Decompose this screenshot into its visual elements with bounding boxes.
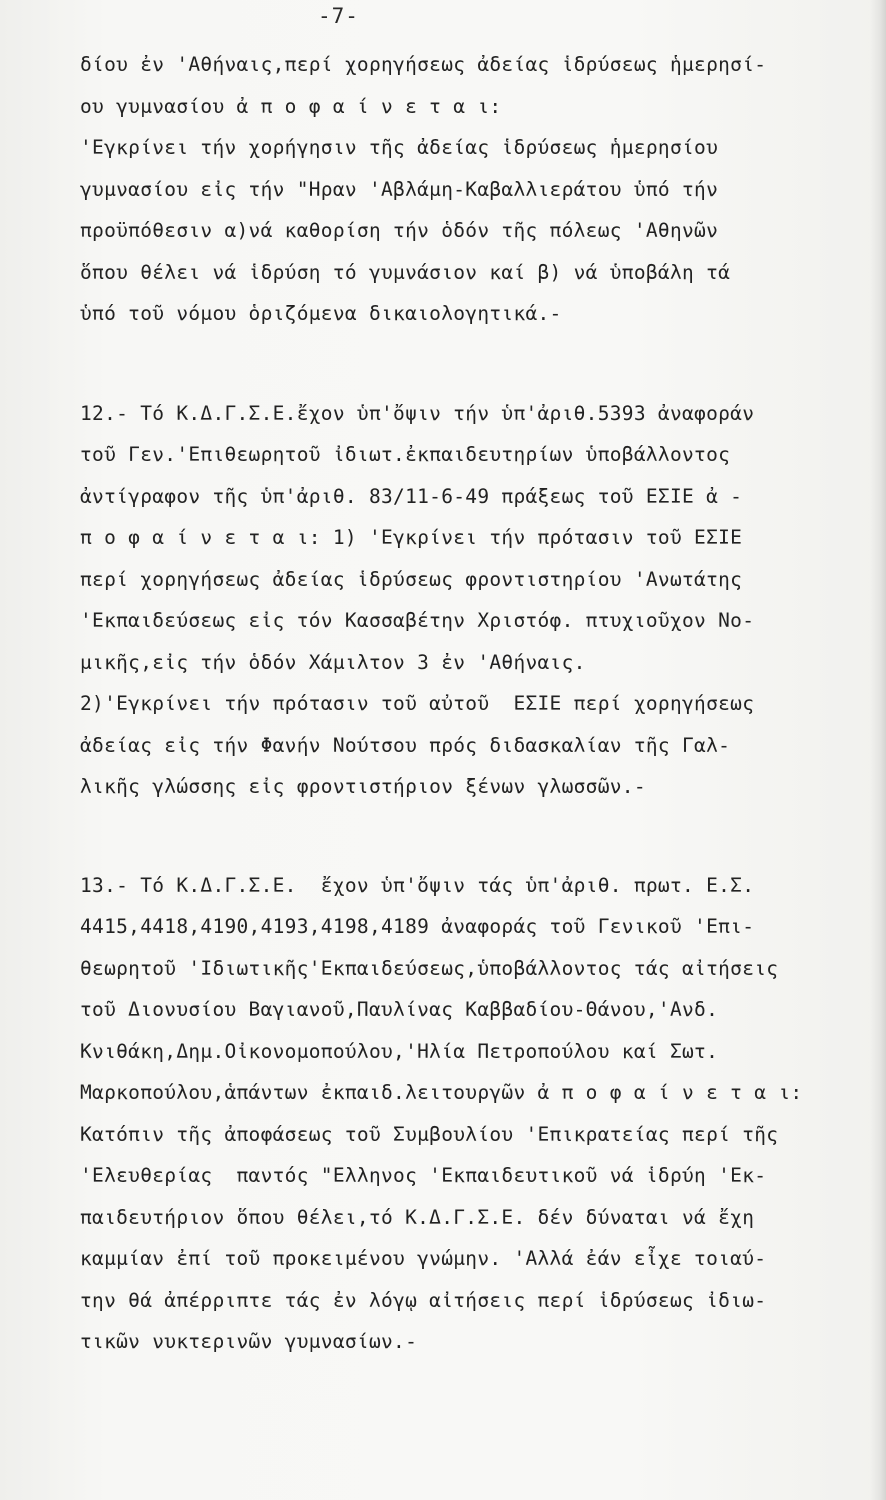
text-line: Κνιθάκη,Δημ.Οἰκονομοπούλου,'Ηλία Πετροπούλου καί Σωτ. [80,1039,719,1063]
text-line: καμμίαν ἐπί τοῦ προκειμένου γνώμην. 'Αλλά ἐάν εἶχε τοιαύ- [80,1247,767,1270]
text-line: θεωρητοῦ 'Ιδιωτικῆς'Εκπαιδεύσεως,ὑποβάλλοντος τάς αἰτήσεις [80,956,779,980]
text-line: Κατόπιν τῆς ἀποφάσεως τοῦ Συμβουλίου 'Επικρατείας περί τῆς [80,1122,779,1146]
text-line: 2)'Εγκρίνει τήν πρότασιν τοῦ αὐτοῦ ΕΣΙΕ περί χορηγήσεως [80,692,755,715]
paragraph-prev-continuation [80,44,870,335]
text-line: 'Εκπαιδεύσεως εἰς τόν Κασσαβέτην Χριστόφ. πτυχιοῦχον Νο- [80,609,755,632]
paragraph-item-13 [80,865,870,1363]
paragraph-gap [80,335,870,393]
paragraph-gap [80,808,870,865]
text-line: 12.- Τό Κ.Δ.Γ.Σ.Ε.ἔχον ὑπ'ὄψιν τήν ὑπ'ἀριθ.5393 ἀναφοράν [80,401,755,425]
text-line: τοῦ Γεν.'Επιθεωρητοῦ ἰδιωτ.ἐκπαιδευτηρίων ὑποβάλλοντος [80,443,731,466]
text-line: ἀδείας εἰς τήν Φανήν Νούτσου πρός διδασκαλίαν τῆς Γαλ- [80,733,731,757]
text-line: 13.- Τό Κ.Δ.Γ.Σ.Ε. ἔχον ὑπ'ὄψιν τάς ὑπ'ἀριθ. πρωτ. Ε.Σ. [80,873,755,897]
document-body [80,44,870,1363]
text-line: παιδευτήριον ὅπου θέλει,τό Κ.Δ.Γ.Σ.Ε. δέν δύναται νά ἔχη [80,1205,755,1229]
text-line: λικῆς γλώσσης εἰς φροντιστήριον ξένων γλωσσῶν.- [80,775,646,798]
text-line: δίου ἐν 'Αθήναις,περί χορηγήσεως ἀδείας ἱδρύσεως ἡμερησί- [80,53,767,76]
text-line: ὅπου θέλει νά ἱδρύση τό γυμνάσιον καί β) νά ὑποβάλη τά [80,260,731,284]
text-line: τοῦ Διονυσίου Βαγιανοῦ,Παυλίνας Καββαδίου-Θάνου,'Ανδ. [80,998,719,1021]
text-line: ου γυμνασίου ἀ π ο φ α ί ν ε τ α ι: [80,94,502,118]
page-edge-shadow [870,0,886,1500]
text-line: μικῆς,εἰς τήν ὁδόν Χάμιλτον 3 ἐν 'Αθήναις. [80,650,586,674]
text-line: ὑπό τοῦ νόμου ὁριζόμενα δικαιολογητικά.- [80,302,562,325]
text-line: προϋπόθεσιν α)νά καθορίση τήν ὁδόν τῆς πόλεως 'Αθηνῶν [80,219,719,242]
text-line: Μαρκοπούλου,ἁπάντων ἐκπαιδ.λειτουργῶν ἀ π ο φ α ί ν ε τ α ι: [80,1081,803,1104]
text-line: 4415,4418,4190,4193,4198,4189 ἀναφοράς τοῦ Γενικοῦ 'Επι- [80,915,755,938]
text-line: 'Ελευθερίας παντός "Ελληνος 'Εκπαιδευτικοῦ νά ἱδρύη 'Εκ- [80,1164,767,1187]
text-line: π ο φ α ί ν ε τ α ι: 1) 'Εγκρίνει τήν πρότασιν τοῦ ΕΣΙΕ [80,526,743,549]
text-line: ἀντίγραφον τῆς ὑπ'ἀριθ. 83/11-6-49 πράξεως τοῦ ΕΣΙΕ ἀ - [80,484,743,508]
text-line: 'Εγκρίνει τήν χορήγησιν τῆς ἀδείας ἱδρύσεως ἡμερησίου [80,136,719,159]
page-number: -7- [318,4,359,28]
text-line: γυμνασίου εἰς τήν "Ηραν 'Αβλάμη-Καβαλλιεράτου ὑπό τήν [80,177,719,201]
paragraph-item-12 [80,393,870,808]
text-line: τικῶν νυκτερινῶν γυμνασίων.- [80,1330,418,1353]
text-line: την θά ἀπέρριπτε τάς ἐν λόγῳ αἰτήσεις περί ἱδρύσεως ἰδιω- [80,1288,767,1312]
text-line: περί χορηγήσεως ἀδείας ἱδρύσεως φροντιστηρίου 'Ανωτάτης [80,567,743,591]
